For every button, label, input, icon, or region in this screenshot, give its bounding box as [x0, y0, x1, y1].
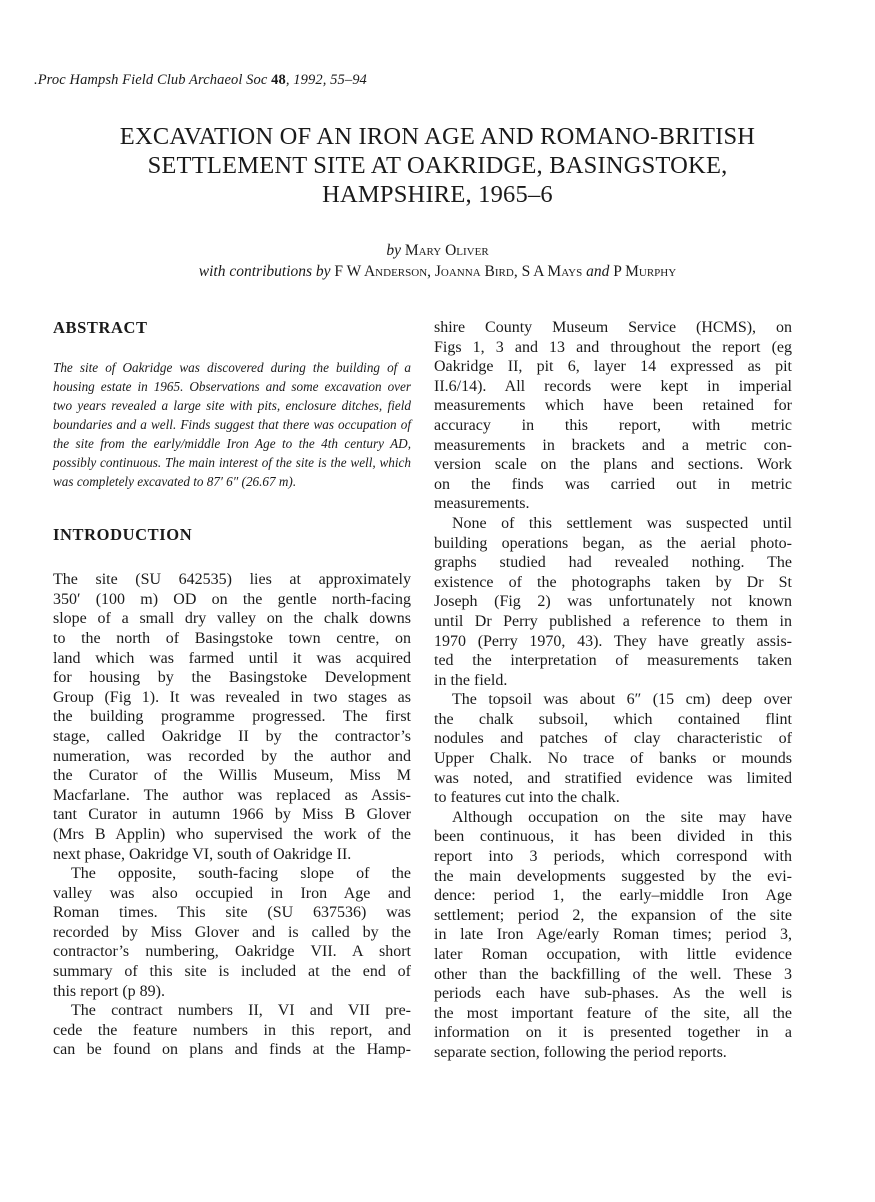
- text-line: to features cut into the chalk.: [434, 789, 620, 807]
- article-title: [40, 122, 835, 209]
- text-line: ted the interpretation of measurements taken: [434, 652, 792, 670]
- text-line: shire County Museum Service (HCMS), on: [434, 319, 792, 336]
- text-line: the main developments suggested by the evi-: [434, 867, 792, 885]
- text-line: numeration, was recorded by the author and: [53, 747, 411, 765]
- text-line: measurements in brackets and a metric con-: [434, 436, 792, 454]
- by-word: by: [386, 242, 401, 259]
- text-line: dence: period 1, the early–middle Iron Age: [434, 887, 792, 905]
- text-line: on the finds was carried out in metric: [434, 475, 792, 493]
- with-contributions-by: with contributions by: [198, 263, 331, 280]
- text-line: valley was also occupied in Iron Age and: [53, 884, 411, 902]
- author-name: Mary Oliver: [404, 242, 489, 259]
- byline: [40, 240, 835, 282]
- text-line: can be found on plans and finds at the Hamp-: [53, 1041, 411, 1059]
- text-line: (Mrs B Applin) who supervised the work of the: [53, 825, 411, 843]
- text-line: measurements.: [434, 495, 530, 513]
- text-line: 1970 (Perry 1970, 43). They have greatly assis-: [434, 632, 792, 650]
- text-line: version scale on the plans and sections. Work: [434, 456, 792, 474]
- text-line: the most important feature of the site, all the: [434, 1004, 792, 1022]
- text-line: nodules and patches of clay characteristic of: [434, 730, 792, 748]
- introduction-body: [53, 570, 411, 1060]
- intro-paragraph-1: [53, 570, 411, 864]
- right-column: [434, 318, 792, 1063]
- text-line: recorded by Miss Glover and is called by the: [53, 923, 411, 941]
- text-line: Macfarlane. The author was replaced as Assis-: [53, 786, 411, 804]
- left-column: [53, 318, 411, 1060]
- text-line: until Dr Perry published a reference to them in: [434, 612, 792, 630]
- text-line: the Curator of the Willis Museum, Miss M: [53, 767, 411, 785]
- right-paragraph-3: [434, 690, 792, 808]
- journal-pages: , 1992, 55–94: [285, 72, 367, 88]
- text-line: later Roman occupation, with little evidence: [434, 946, 792, 963]
- title-line-2: SETTLEMENT SITE AT OAKRIDGE, BASINGSTOKE,: [147, 152, 728, 179]
- text-line: tant Curator in autumn 1966 by Miss B Glover: [53, 806, 411, 824]
- text-line: cede the feature numbers in this report, and: [53, 1021, 411, 1039]
- author-line: [40, 240, 835, 261]
- intro-paragraph-2: [53, 864, 411, 1001]
- contributor-1: F W Anderson: [334, 263, 428, 280]
- text-line: other than the backfilling of the well. These 3: [434, 965, 792, 983]
- text-line: slope of a small dry valley on the chalk downs: [53, 610, 411, 628]
- text-line: next phase, Oakridge VI, south of Oakridge II.: [53, 845, 352, 863]
- right-paragraph-4: [434, 808, 792, 1063]
- abstract-heading: ABSTRACT: [53, 318, 148, 337]
- text-line: The opposite, south-facing slope of the: [71, 865, 411, 883]
- journal-volume: 48: [271, 72, 286, 88]
- text-line: Group (Fig 1). It was revealed in two stages as: [53, 688, 411, 706]
- text-line: report into 3 periods, which correspond with: [434, 848, 792, 866]
- text-line: this report (p 89).: [53, 982, 165, 1000]
- text-line: separate section, following the period reports.: [434, 1043, 727, 1061]
- text-line: II.6/14). All records were kept in imperial: [434, 377, 792, 395]
- introduction-heading: INTRODUCTION: [53, 524, 193, 544]
- text-line: existence of the photographs taken by Dr St: [434, 573, 792, 591]
- text-line: The contract numbers II, VI and VII pre-: [71, 1002, 411, 1020]
- intro-paragraph-3: [53, 1001, 411, 1060]
- text-line: accuracy in this report, with metric: [434, 416, 792, 434]
- text-line: Although occupation on the site may have: [452, 808, 792, 826]
- text-line: graphs studied had revealed nothing. The: [434, 554, 792, 572]
- text-line: was noted, and stratified evidence was limited: [434, 769, 792, 787]
- text-line: to the north of Basingstoke town centre, on: [53, 629, 411, 647]
- right-paragraph-1: [434, 318, 792, 514]
- text-line: information on it is presented together in a: [434, 1024, 792, 1042]
- text-line: Joseph (Fig 2) was unfortunately not known: [434, 593, 792, 611]
- text-line: settlement; period 2, the expansion of the site: [434, 906, 792, 924]
- abstract-text: The site of Oakridge was discovered during the building of a housing estate in 1965. Observations and some excavation over two years revealed a large site with pits, enclosure ditches, field boundaries and a well. Finds suggest that there was occupation of the site from the early/middle Iron Age to the 4th century AD, possibly continuous. The main interest of the site is the well, which was completely excavated to 87′ 6″ (26.67 m).: [53, 359, 411, 489]
- text-line: the building programme progressed. The first: [53, 708, 411, 726]
- text-line: land which was farmed until it was acquired: [53, 649, 411, 667]
- text-line: measurements which have been retained for: [434, 397, 792, 415]
- text-line: summary of this site is included at the end of: [53, 963, 411, 981]
- text-line: The topsoil was about 6″ (15 cm) deep over: [452, 691, 792, 709]
- text-line: Oakridge II, pit 6, layer 14 expressed as pit: [434, 358, 792, 376]
- text-line: Figs 1, 3 and 13 and throughout the report (eg: [434, 338, 792, 356]
- text-line: Upper Chalk. No trace of banks or mounds: [434, 750, 792, 768]
- text-line: in late Iron Age/early Roman times; period 3,: [434, 926, 792, 944]
- text-line: None of this settlement was suspected until: [452, 514, 792, 532]
- contributors-line: with contributions by F W Anderson, Joanna Bird, S A Mays and P Murphy: [198, 263, 677, 280]
- text-line: stage, called Oakridge II by the contractor’s: [53, 727, 411, 745]
- contributor-4: P Murphy: [613, 263, 677, 280]
- journal-prefix: .Proc Hampsh Field Club Archaeol Soc: [34, 72, 272, 88]
- text-line: the chalk subsoil, which contained flint: [434, 710, 792, 728]
- contributor-3: S A Mays: [521, 263, 583, 280]
- text-line: in the field.: [434, 671, 508, 689]
- right-paragraph-2: [434, 514, 792, 690]
- title-line-3: HAMPSHIRE, 1965–6: [322, 181, 553, 208]
- text-line: for housing by the Basingstoke Development: [53, 669, 411, 687]
- text-line: 350′ (100 m) OD on the gentle north-facing: [53, 590, 411, 608]
- title-line-1: EXCAVATION OF AN IRON AGE AND ROMANO-BRITISH: [119, 123, 756, 150]
- text-line: building operations began, as the aerial photo-: [434, 534, 792, 552]
- journal-citation: [34, 72, 367, 89]
- text-line: contractor’s numbering, Oakridge VII. A short: [53, 943, 411, 961]
- text-line: Roman times. This site (SU 637536) was: [53, 904, 411, 922]
- text-line: been continuous, it has been divided in this: [434, 828, 792, 846]
- text-line: periods each have sub-phases. As the well is: [434, 985, 792, 1003]
- text-line: The site (SU 642535) lies at approximately: [53, 571, 411, 589]
- and-word: and: [586, 263, 610, 280]
- contributor-2: Joanna Bird: [434, 263, 514, 280]
